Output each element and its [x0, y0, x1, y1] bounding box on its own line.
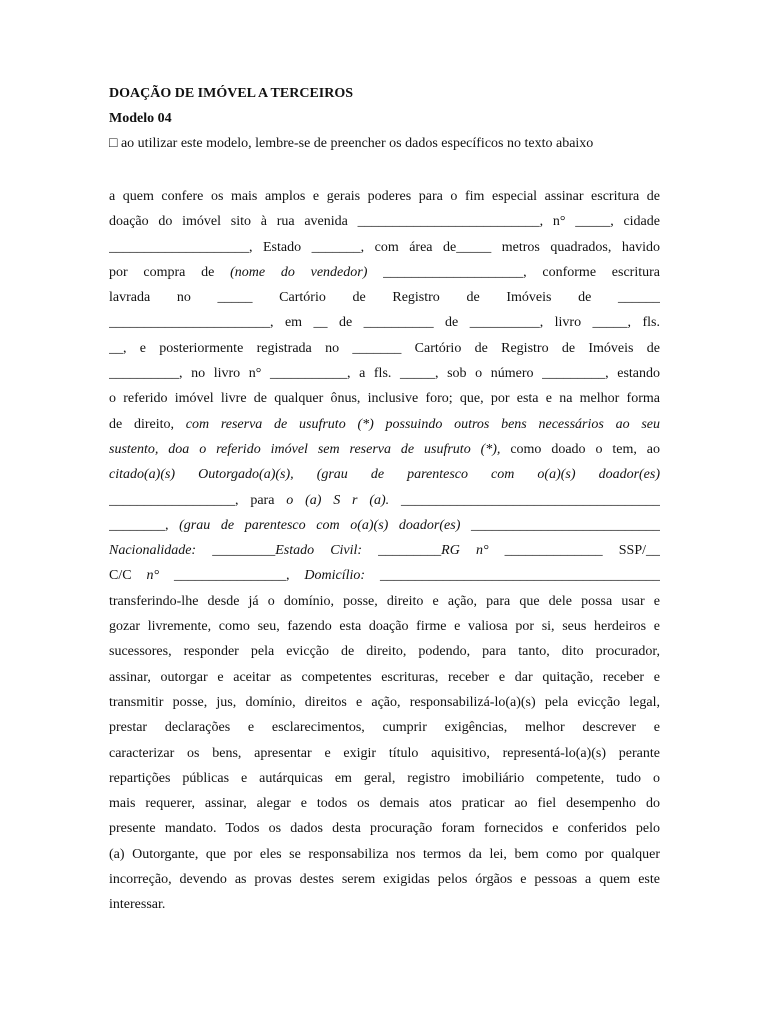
- text-segment: ______________ SSP/__: [488, 543, 660, 559]
- body-line: [109, 361, 660, 386]
- text-segment: __________, no livro n° ___________, a fls. _____, sob o número _________, estando: [109, 366, 660, 382]
- body-line: [109, 513, 660, 538]
- body-line: [109, 462, 660, 487]
- body-line: [109, 665, 660, 690]
- body-line: [109, 766, 660, 791]
- body-line: [109, 816, 660, 841]
- body-line: [109, 285, 660, 310]
- text-segment: ____________________, Estado _______, com área de_____ metros quadrados, havido: [109, 239, 660, 255]
- text-segment: C/C: [109, 568, 147, 584]
- text-segment: o referido imóvel livre de qualquer ônus, inclusive foro; que, por esta e na melhor forma: [109, 391, 660, 407]
- body-line: [109, 235, 660, 260]
- body-line: [109, 842, 660, 867]
- body-line: [109, 488, 660, 513]
- text-segment: de direito,: [109, 416, 186, 432]
- text-segment: (a) Outorgante, que por eles se responsabiliza nos termos da lei, bem como por qualquer: [109, 846, 660, 862]
- text-segment: ____________________, conforme escritura: [367, 264, 660, 280]
- body-line: [109, 412, 660, 437]
- body-line: [109, 639, 660, 664]
- model-label: Modelo 04: [109, 111, 172, 126]
- text-segment: assinar, outorgar e aceitar as competentes escrituras, receber e dar quitação, receber e: [109, 669, 660, 685]
- document-body: [109, 184, 660, 918]
- checkbox-icon: □: [109, 136, 118, 151]
- body-line: [109, 538, 660, 563]
- italic-segment: Nacionalidade: _________Estado Civil: _________RG n°: [109, 543, 489, 559]
- text-segment: mais requerer, assinar, alegar e todos os demais atos praticar ao fiel desempenho do: [109, 796, 660, 812]
- italic-segment: citado(a)(s) Outorgado(a)(s), (grau de parentesco com o(a)(s) doador(es): [109, 467, 660, 483]
- body-line: [109, 741, 660, 766]
- text-segment: doação do imóvel sito à rua avenida __________________________, n° _____, cidade: [109, 214, 660, 230]
- body-line: [109, 867, 660, 892]
- text-segment: ________________________________________: [365, 568, 660, 584]
- body-line: [109, 386, 660, 411]
- body-line: [109, 209, 660, 234]
- italic-segment: (nome do vendedor): [230, 264, 368, 280]
- text-segment: prestar declarações e esclarecimentos, cumprir exigências, melhor descrever e: [109, 720, 660, 736]
- text-segment: _____________________________________: [389, 492, 660, 508]
- italic-segment: com reserva de usufruto (*) possuindo outros bens necessários ao seu: [185, 416, 660, 432]
- text-segment: caracterizar os bens, apresentar e exigir título aquisitivo, representá-lo(a)(s) perante: [109, 745, 660, 761]
- text-segment: interessar.: [109, 897, 166, 913]
- text-segment: ________________: [159, 568, 287, 584]
- italic-segment: sustento, doa o referido imóvel sem reserva de usufruto (*),: [109, 441, 501, 457]
- text-segment: _______________________, em __ de __________ de __________, livro _____, fls.: [109, 315, 660, 331]
- body-line: [109, 614, 660, 639]
- italic-segment: n°: [146, 568, 160, 584]
- body-line: [109, 437, 660, 462]
- text-segment: sucessores, responder pela evicção de direito, podendo, para tanto, dito procurador,: [109, 644, 660, 660]
- body-line: [109, 336, 660, 361]
- body-line: [109, 184, 660, 209]
- text-segment: ________: [109, 517, 165, 533]
- instruction-text: ao utilizar este modelo, lembre-se de preencher os dados específicos no texto abaixo: [120, 136, 594, 151]
- text-segment: presente mandato. Todos os dados desta procuração foram fornecidos e conferidos pelo: [109, 821, 660, 837]
- body-line: [109, 563, 660, 588]
- text-segment: ___________________________: [460, 517, 660, 533]
- text-segment: por compra de: [109, 264, 231, 280]
- body-line: [109, 892, 660, 917]
- instruction-note: [109, 136, 593, 152]
- italic-segment: o (a) S r (a).: [286, 492, 390, 508]
- body-line: [109, 260, 660, 285]
- text-segment: __, e posteriormente registrada no _______ Cartório de Registro de Imóveis de: [109, 340, 660, 356]
- italic-segment: , (grau de parentesco com o(a)(s) doador(es): [165, 517, 461, 533]
- text-segment: lavrada no _____ Cartório de Registro de Imóveis de ______: [109, 290, 660, 306]
- text-segment: transmitir posse, jus, domínio, direitos e ação, responsabilizá-lo(a)(s) pela evicção legal,: [109, 694, 660, 710]
- body-line: [109, 310, 660, 335]
- text-segment: a quem confere os mais amplos e gerais poderes para o fim especial assinar escritura de: [109, 189, 660, 204]
- text-segment: transferindo-lhe desde já o domínio, posse, direito e ação, para que dele possa usar e: [109, 593, 660, 609]
- text-segment: gozar livremente, como seu, fazendo esta doação firme e valiosa por si, seus herdeiros e: [109, 619, 660, 635]
- text-segment: __________________, para: [109, 492, 287, 508]
- italic-segment: , Domicílio:: [286, 568, 366, 584]
- body-line: [109, 791, 660, 816]
- body-line: [109, 715, 660, 740]
- text-segment: como doado o tem, ao: [500, 441, 660, 457]
- body-line: [109, 589, 660, 614]
- text-segment: repartições públicas e autárquicas em geral, registro imobiliário competente, tudo o: [109, 770, 660, 786]
- body-line: [109, 690, 660, 715]
- text-segment: incorreção, devendo as provas destes serem exigidas pelos órgãos e pessoas a quem este: [109, 872, 660, 888]
- document-title: DOAÇÃO DE IMÓVEL A TERCEIROS: [109, 86, 354, 101]
